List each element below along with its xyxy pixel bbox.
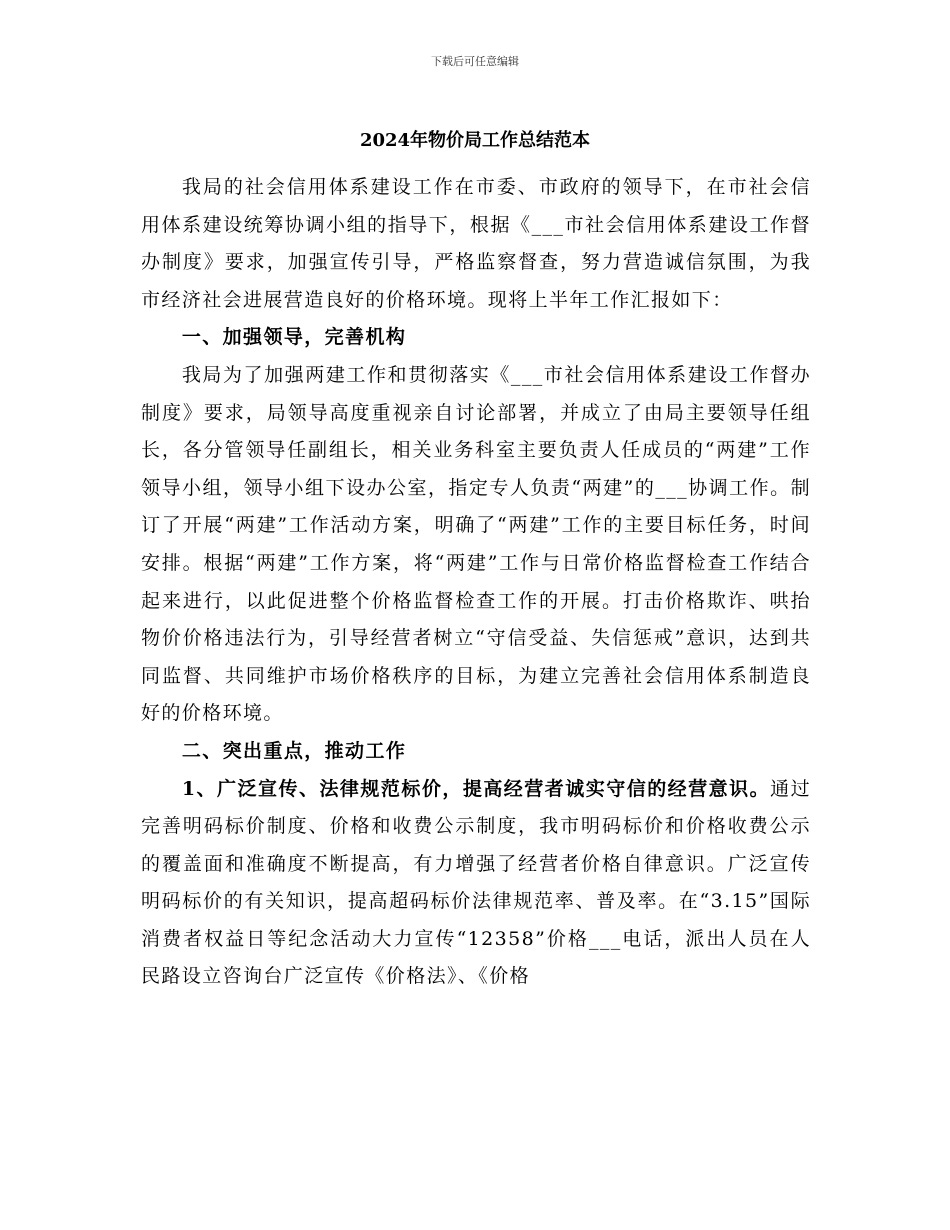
section-1-paragraph: 我局为了加强两建工作和贯彻落实《___市社会信用体系建设工作督办制度》要求，局领导高度重视亲自讨论部署，并成立了由局主要领导任组长，各分管领导任副组长，相关业务科室主要负责人任成员的“两建”工作领导小组，领导小组下设办公室，指定专人负责“两建”的___协调工作。制订了开展“两建”工作活动方案，明确了“两建”工作的主要目标任务，时间安排。根据“两建”工作方案，将“两建”工作与日常价格监督检查工作结合起来进行，以此促进整个价格监督检查工作的开展。打击价格欺诈、哄抬物价价格违法行为，引导经营者树立“守信受益、失信惩戒”意识，达到共同监督、共同维护市场价格秩序的目标，为建立完善社会信用体系制造良好的价格环境。 [141,363,811,725]
section-heading-1: 一、加强领导，完善机构 [181,326,407,349]
section-heading-2: 二、突出重点，推动工作 [181,739,407,762]
intro-paragraph: 我局的社会信用体系建设工作在市委、市政府的领导下，在市社会信用体系建设统筹协调小组的指导下，根据《___市社会信用体系建设工作督办制度》要求，加强宣传引导，严格监察督查，努力营造诚信氛围，为我市经济社会进展营造良好的价格环境。现将上半年工作汇报如下： [141,176,811,311]
subsection-1-text: 通过完善明码标价制度、价格和收费公示制度，我市明码标价和价格收费公示的覆盖面和准确度不断提高，有力增强了经营者价格自律意识。广泛宣传明码标价的有关知识，提高超码标价法律规范率、普及率。在“3.15”国际消费者权益日等纪念活动大力宣传“12358”价格___电话，派出人员在人民路设立咨询台广泛宣传《价格法》、《价格 [141,777,811,988]
document-title: 2024年物价局工作总结范本 [359,130,591,151]
document-body [141,169,811,996]
header-note: 下载后可任意编辑 [431,55,519,68]
subsection-1-lead: 1、广泛宣传、法律规范标价，提高经营者诚实守信的经营意识。 [181,777,771,800]
subsection-1-paragraph [141,771,811,997]
